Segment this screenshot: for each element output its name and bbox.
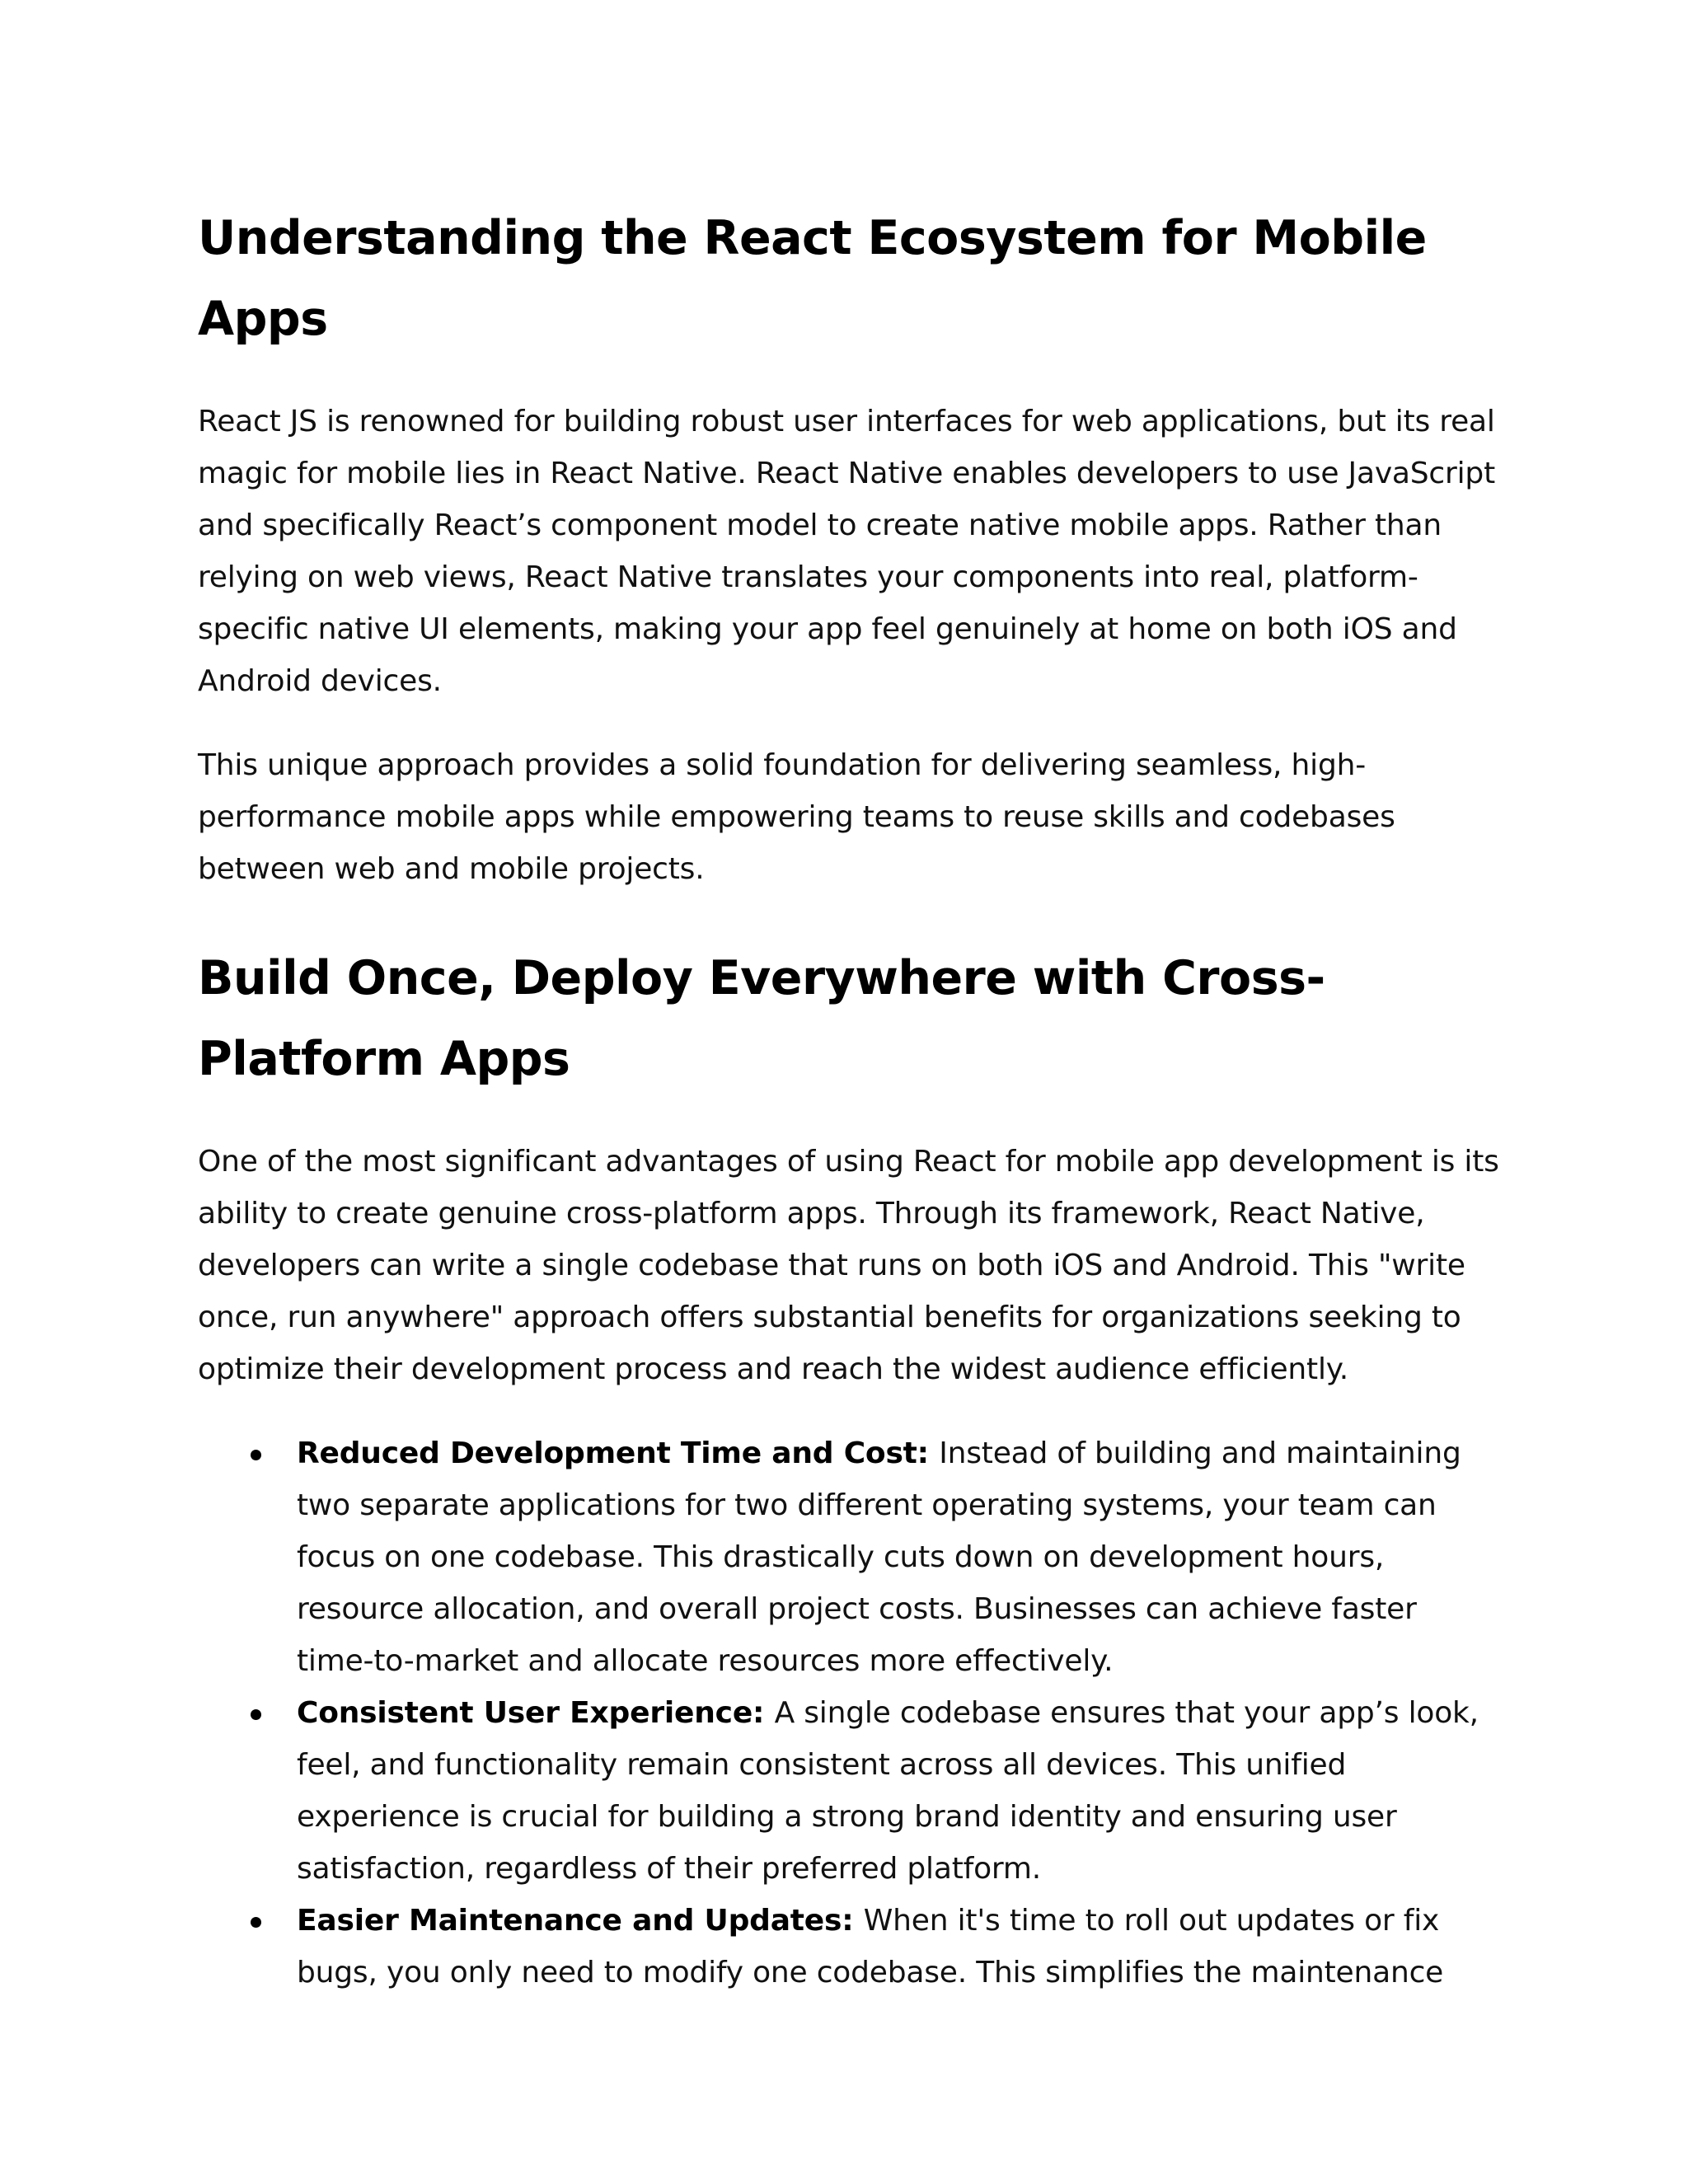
list-item <box>198 1687 1500 1895</box>
benefits-list <box>198 1427 1500 1999</box>
list-item-text: A single codebase ensures that your app’s look, feel, and functionality remain consistent across all devices. This unified experience is crucial for building a strong brand identity and ensuring user satisfaction, regardless of their preferred platform. <box>297 1696 1479 1886</box>
bullet-icon <box>251 1917 261 1928</box>
cross-platform-paragraph: One of the most significant advantages of using React for mobile app development is its ability to create genuine cross-platform apps. Through its framework, React Native, developers can write a single codebase that runs on both iOS and Android. This "write once, run anywhere" approach offers substantial benefits for organizations seeking to optimize their development process and reach the widest audience efficiently. <box>198 1145 1499 1386</box>
bullet-icon <box>251 1709 261 1720</box>
list-item-text: When it's time to roll out updates or fix bugs, you only need to modify one codebase. This simplifies the maintenance <box>297 1904 1444 1990</box>
bullet-icon <box>251 1450 261 1460</box>
list-item <box>198 1427 1500 1687</box>
list-item-title: Consistent User Experience: <box>297 1696 775 1730</box>
list-item-title: Reduced Development Time and Cost: <box>297 1436 940 1470</box>
list-item-title: Easier Maintenance and Updates: <box>297 1904 864 1938</box>
list-item-text: Instead of building and maintaining two separate applications for two different operating systems, your team can focus on one codebase. This drastically cuts down on development hours, resource allocation, and overall project costs. Businesses can achieve faster time-to-market and allocate resources more effectively. <box>297 1436 1461 1678</box>
list-item <box>198 1895 1500 1999</box>
document-page <box>198 198 1500 1999</box>
approach-paragraph: This unique approach provides a solid foundation for delivering seamless, high-performance mobile apps while empowering teams to reuse skills and codebases between web and mobile projects. <box>198 748 1395 886</box>
intro-paragraph: React JS is renowned for building robust user interfaces for web applications, but its real magic for mobile lies in React Native. React Native enables developers to use JavaScript and specifically React’s component model to create native mobile apps. Rather than relying on web views, React Native translates your components into real, platform-specific native UI elements, making your app feel genuinely at home on both iOS and Android devices. <box>198 405 1495 698</box>
section-heading-react-ecosystem: Understanding the React Ecosystem for Mobile Apps <box>198 211 1427 346</box>
section-heading-cross-platform: Build Once, Deploy Everywhere with Cross-Platform Apps <box>198 951 1325 1086</box>
